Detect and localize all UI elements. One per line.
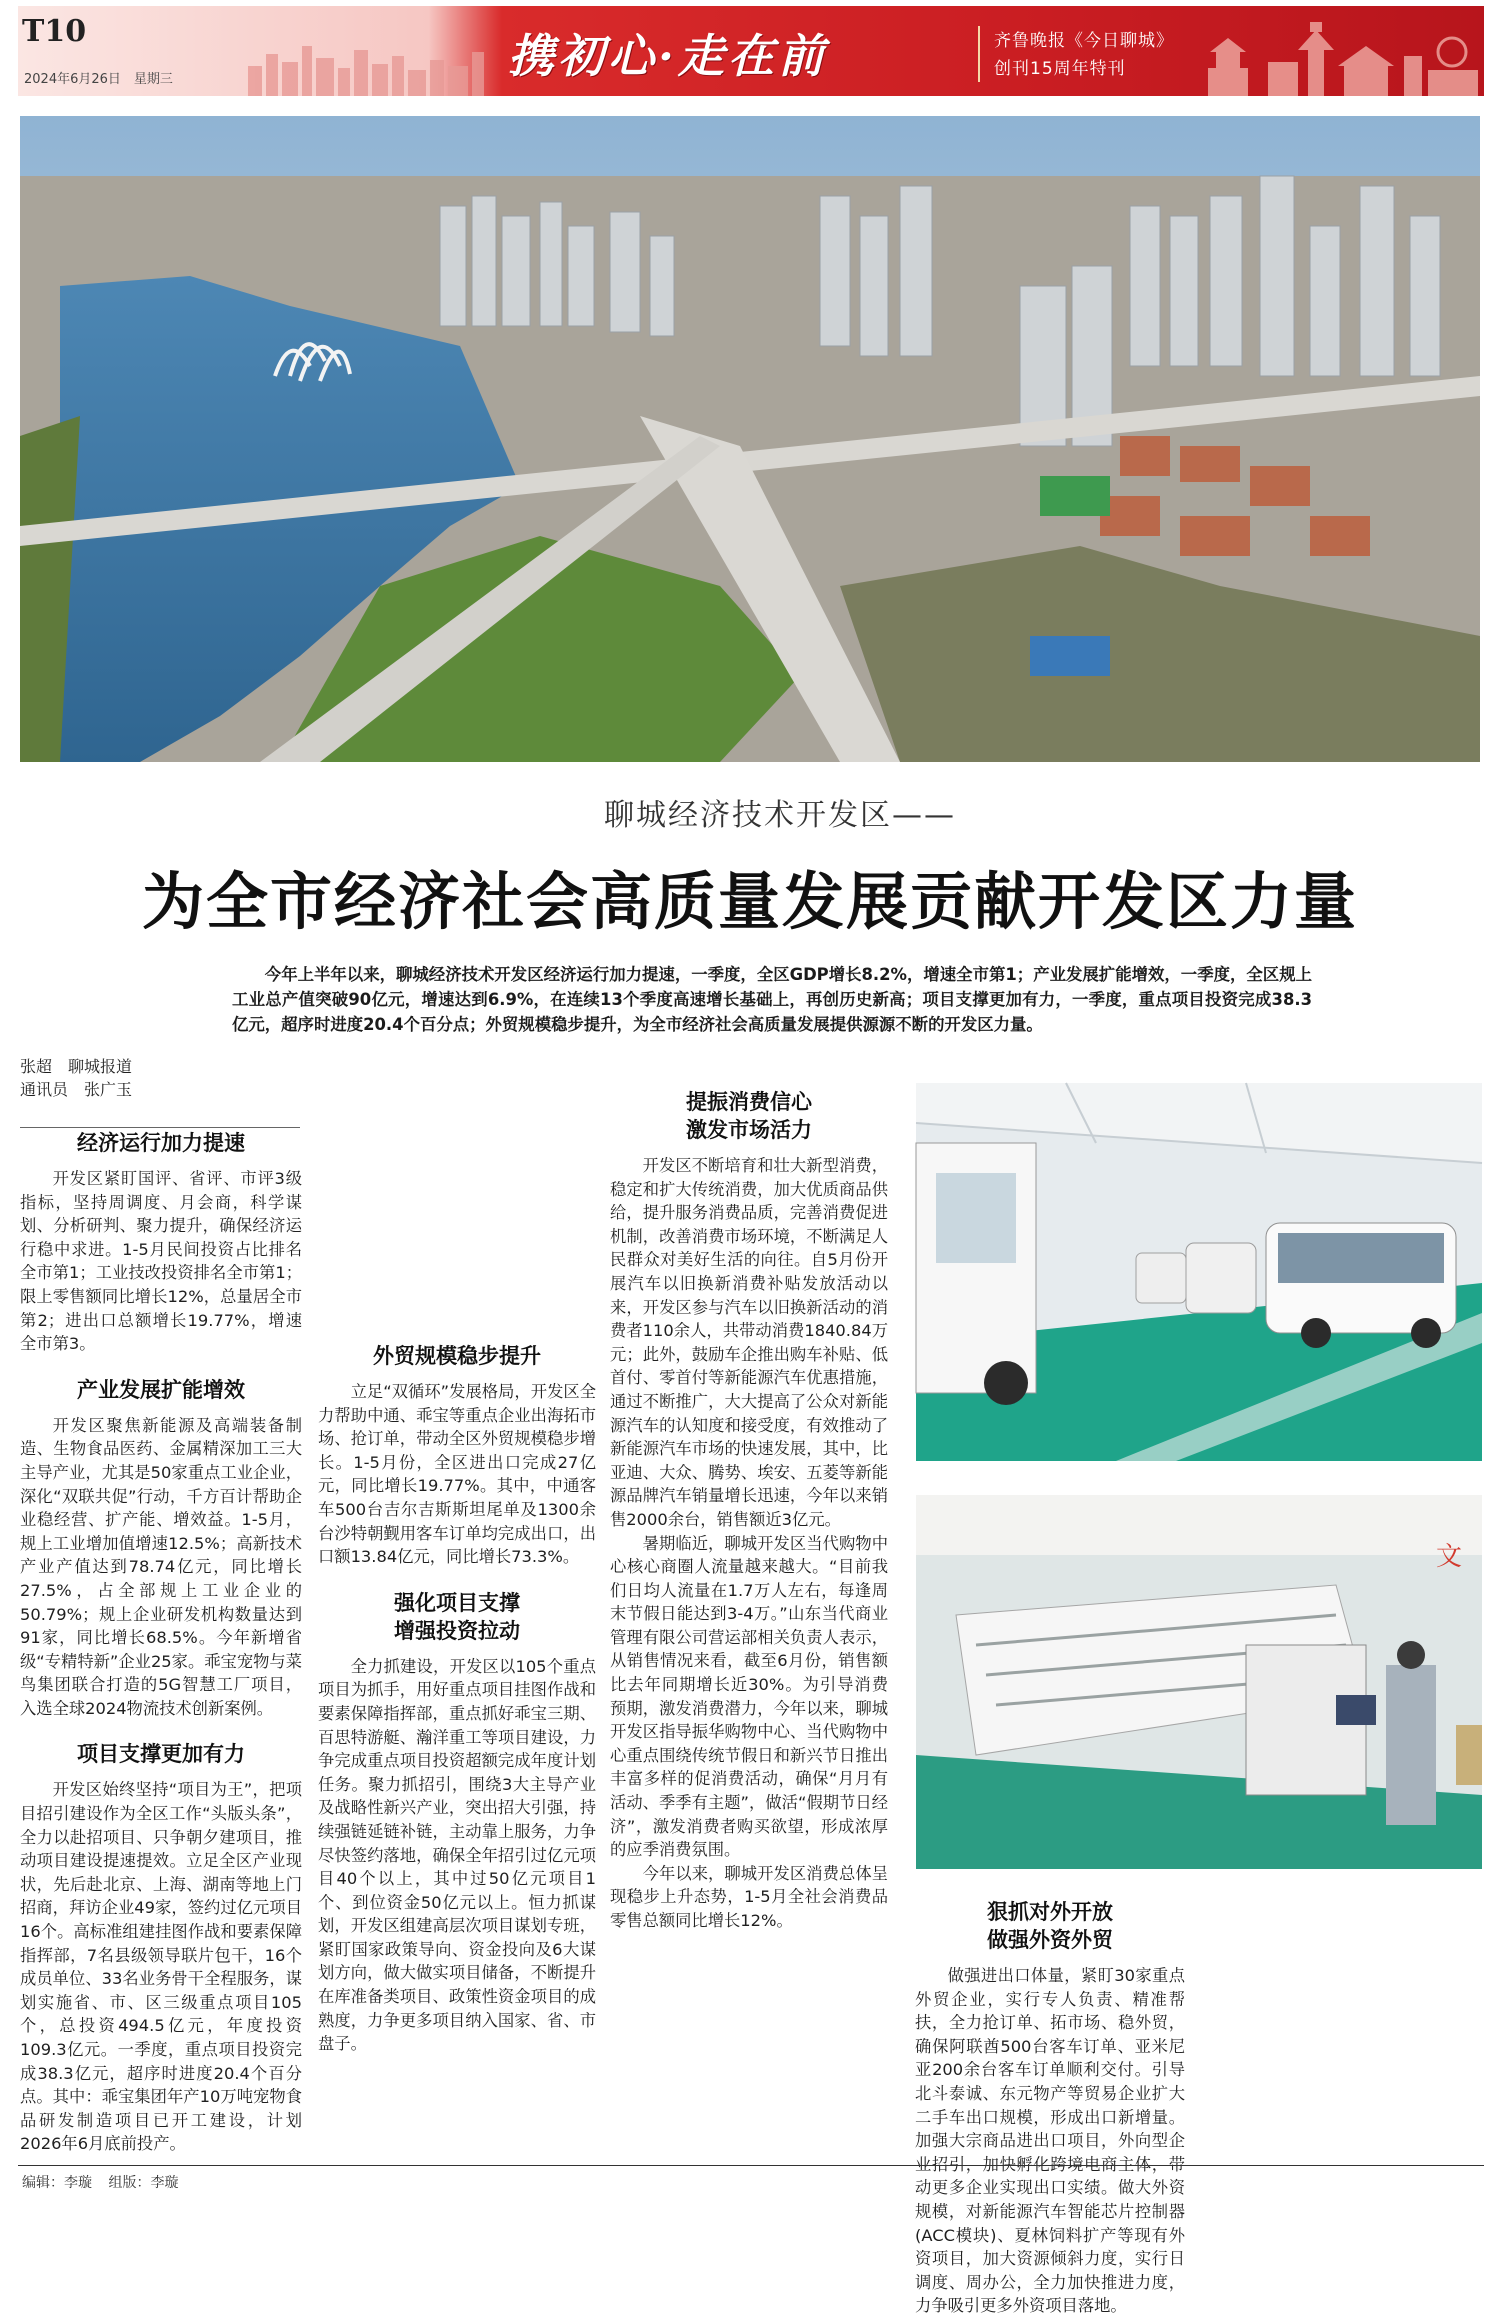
section-heading-line1: 狠抓对外开放 [987,1899,1113,1924]
section-heading: 经济运行加力提速 [77,1130,245,1155]
text-column-2 [318,1042,596,2056]
byline-correspondent: 通讯员 张广玉 [20,1080,133,1099]
special-edition-label: 创刊15周年特刊 [994,59,1126,79]
section-heading: 外贸规模稳步提升 [373,1343,541,1368]
section-paragraph: 开发区紧盯国评、省评、市评3级指标，坚持周调度、月会商，科学谋划、分析研判、聚力提升，确保经济运行稳中求进。1-5月民间投资占比排名全市第1；工业技改投资排名全市第1；限上零售额同比增长12%，总量居全市第2；进出口总额增长19.77%，增速全市第3。 [20,1169,302,1354]
section-paragraph: 开发区始终坚持“项目为王”，把项目招引建设作为全区工作“头版头条”，全力以赴招项目、只争朝夕建项目，推动项目建设提速提效。立足全区产业现状，先后赴北京、上海、湖南等地上门招商，拜访企业49家，签约过亿元项目16个。高标准组建挂图作战和要素保障指挥部，7名县级领导联片包干，16个成员单位、33名业务骨干全程服务，谋划实施省、市、区三级重点项目105个，总投资494.5亿元，年度投资109.3亿元。一季度，重点项目投资完成38.3亿元，超序时进度20.4个百分点。其中：乖宝集团年产10万吨宠物食品研发制造项目已开工建设，计划2026年6月底前投产。 [20,1780,302,2154]
section-paragraph: 全力抓建设，开发区以105个重点项目为抓手，用好重点项目挂图作战和要素保障指挥部，重点抓好乖宝三期、百思特游艇、瀚洋重工等项目建设，力争完成重点项目投资超额完成年度计划任务。聚力抓招引，围绕3大主导产业及战略性新兴产业，突出招大引强，持续强链延链补链，主动靠上服务，力争尽快签约落地，确保全年招引过亿元项目40个以上，其中过50亿元项目1个、到位资金50亿元以上。恒力抓谋划，开发区组建高层次项目谋划专班，紧盯国家政策导向、资金投向及6大谋划方向，做大做实项目储备，不断提升在库准备类项目、政策性资金项目的成熟度，力争更多项目纳入国家、省、市盘子。 [318,1656,596,2054]
section-heading-line2: 做强外资外贸 [987,1927,1113,1952]
aerial-city-photo [20,116,1480,762]
text-column-1 [20,1055,302,2156]
section-paragraph: 暑期临近，聊城开发区当代购物中心核心商圈人流量越来越大。“目前我们日均人流量在1.7万人左右，每逢周末节假日能达到3-4万。”山东当代商业管理有限公司营运部相关负责人表示，从销售情况来看，截至6月份，销售额比去年同期增长近30%。为引导消费预期，激发消费潜力，今年以来，聊城开发区指导振华购物中心、当代购物中心重点围绕传统节假日和新兴节日推出丰富多样的促消费活动，确保“月月有活动、季季有主题”，做活“假期节日经济”，激发消费者购买欲望，形成浓厚的应季消费氛围。 [610,1533,888,1860]
bus-factory-photo [916,1083,1482,1461]
section-paragraph: 开发区聚焦新能源及高端装备制造、生物食品医药、金属精深加工三大主导产业，尤其是50家重点工业企业，深化“双联共促”行动，千方百计帮助企业稳经营、扩产能、增效益。1-5月，规上工业增加值增速12.5%；高新技术产业产值达到78.74亿元，同比增长27.5%，占全部规上工业企业的50.79%；规上企业研发机构数量达到91家，同比增长68.5%。今年新增省级“专精特新”企业25家。乖宝宠物与菜鸟集团联合打造的5G智慧工厂项目，入选全球2024物流技术创新案例。 [20,1415,302,1718]
page-footer [22,2172,178,2192]
section-heading-line2: 激发市场活力 [686,1117,812,1142]
section-heading: 产业发展扩能增效 [77,1376,245,1402]
editor-credit: 编辑：李璇 [22,2175,92,2191]
banner-slogan: 携初心·走在前 [508,29,829,83]
byline-reporter: 张超 聊城报道 [20,1057,133,1076]
page-number: T10 [22,14,87,49]
section-heading-line1: 强化项目支撑 [394,1589,520,1615]
section-paragraph: 立足“双循环”发展格局，开发区全力帮助中通、乖宝等重点企业出海拓市场、抢订单，带动全区外贸规模稳步增长。1-5月份，全区进出口完成27亿元，同比增长19.77%。其中，中通客车500台吉尔吉斯斯坦尾单及1300余台沙特朝觐用客车订单均完成出口，出口额13.84亿元，同比增长73.3%。 [318,1382,596,1567]
text-column-4 [915,1898,1185,2318]
pagoda-skyline-icon [1198,12,1488,96]
skyline-decoration [248,36,498,96]
footer-divider [18,2165,1484,2166]
section-heading-line2: 增强投资拉动 [394,1617,520,1643]
text-column-3 [610,1088,888,1933]
section-paragraph: 开发区不断培育和壮大新型消费，稳定和扩大传统消费，加大优质商品供给，提升服务消费品质，完善消费促进机制，改善消费市场环境，不断满足人民群众对美好生活的向往。自5月份开展汽车以旧换新消费补贴发放活动以来，开发区参与汽车以旧换新活动的消费者110余人，共带动消费1840.84万元；此外，鼓励车企推出购车补贴、低首付、零首付等新能源汽车优惠措施，通过不断推广，大大提高了公众对新能源汽车的认知度和接受度，有效推动了新能源汽车市场的快速发展，其中，比亚迪、大众、腾势、埃安、五菱等新能源品牌汽车销量增长迅速，今年以来销售2000余台，销售额近3亿元。 [610,1156,888,1529]
article-headline: 为全市经济社会高质量发展贡献开发区力量 [141,865,1358,938]
newspaper-name: 齐鲁晚报《今日聊城》 [994,31,1174,51]
article-lead: 今年上半年以来，聊城经济技术开发区经济运行加力提速，一季度，全区GDP增长8.2%，增速全市第1；产业发展扩能增效，一季度，全区规上工业总产值突破90亿元，增速达到6.9%，在连续13个季度高速增长基础上，再创历史新高；项目支撑更加有力，一季度，重点项目投资完成38.3亿元，超序时进度20.4个百分点；外贸规模稳步提升，为全市经济社会高质量发展提供源源不断的开发区力量。 [232,965,1312,1034]
production-line-photo [916,1495,1482,1869]
factory-sign-text-2: 文 [1436,1542,1463,1572]
section-paragraph: 做强进出口体量，紧盯30家重点外贸企业，实行专人负责、精准帮扶，全力抢订单、拓市场、稳外贸，确保阿联酋500台客车订单、亚米尼亚200余台客车订单顺利交付。引导北斗泰诚、东元物产等贸易企业扩大二手车出口规模，形成出口新增量。加强大宗商品进出口项目，外向型企业招引，加快孵化跨境电商主体，带动更多企业实现出口实绩。做大外资规模，对新能源汽车智能芯片控制器(ACC模块)、夏林饲料扩产等现有外资项目，加大资源倾斜力度，实行日调度、周办公，全力加快推进力度，力争吸引更多外资项目落地。 [915,1966,1185,2316]
byline-divider [20,1127,300,1128]
masthead-banner [18,6,1484,96]
banner-divider [978,26,980,82]
section-paragraph: 今年以来，聊城开发区消费总体呈现稳步上升态势，1-5月全社会消费品零售总额同比增长12%。 [610,1863,888,1930]
section-heading-line1: 提振消费信心 [686,1089,812,1114]
layout-credit: 组版：李璇 [108,2175,179,2191]
article-subtitle: 聊城经济技术开发区—— [604,798,956,833]
section-heading: 项目支撑更加有力 [77,1741,245,1767]
issue-date: 2024年6月26日 星期三 [24,72,173,87]
